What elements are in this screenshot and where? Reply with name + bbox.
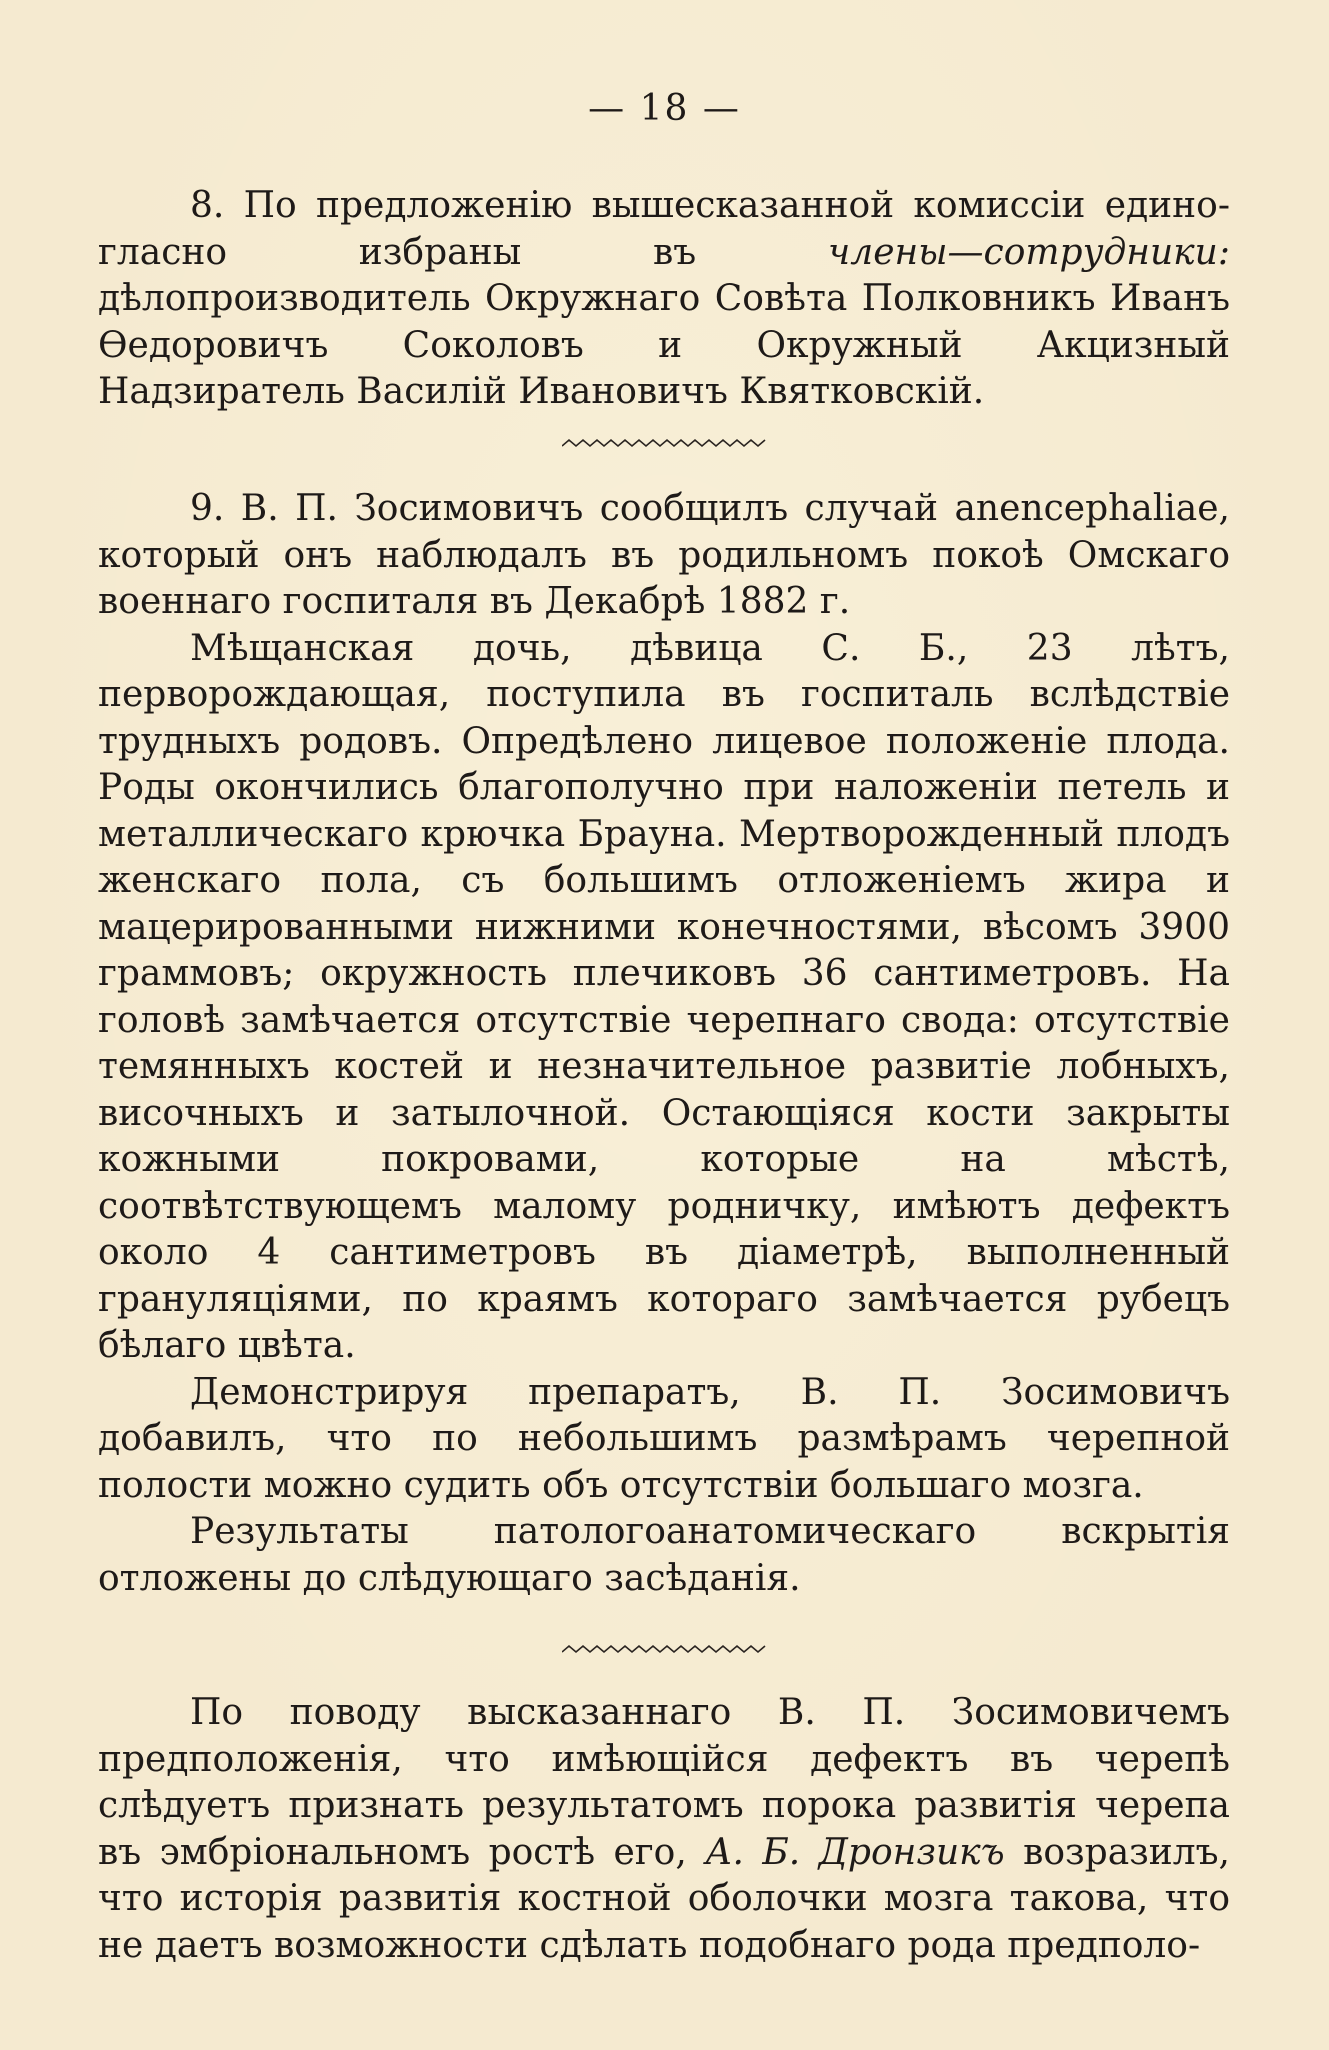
section-8-text-start: По предложенію вышесказанной комиссіи едино-гласно избраны въ xyxy=(98,185,1230,273)
wavy-divider-icon xyxy=(562,436,767,450)
paragraph-9-demonstration: Демонстрируя препаратъ, В. П. Зосимовичъ добавилъ, что по небольшимъ размѣрамъ черепной полости можно судить объ отсутствіи большаго мозга. xyxy=(98,1371,1230,1506)
discussion-text-start: По поводу высказаннаго В. П. Зосимовичемъ предположенія, что имѣющійся дефектъ въ черепѣ слѣдуетъ признать результатомъ порока развитія черепа въ эмбріональномъ ростѣ его, xyxy=(98,1692,1230,1873)
paragraph-discussion xyxy=(98,1690,1230,1969)
ornament-divider-1 xyxy=(562,436,767,450)
section-9 xyxy=(98,486,1230,1602)
section-8 xyxy=(98,183,1230,416)
wavy-divider-icon xyxy=(562,1642,767,1656)
discussion-author-name: А. Б. Дронзикъ xyxy=(705,1831,1005,1873)
section-8-number: 8. xyxy=(190,185,225,226)
paragraph-9-results: Результаты патологоанатомическаго вскрытія отложены до слѣдующаго засѣданія. xyxy=(98,1511,1230,1599)
paragraph-9-case: Мѣщанская дочь, дѣвица С. Б., 23 лѣтъ, перворождающая, поступила въ госпиталь вслѣдствіе трудныхъ родовъ. Опредѣлено лицевое положеніе плода. Роды окончились благополучно при наложеніи петель и металлическаго крючка Брауна. Мертворожденный плодъ женскаго пола, съ большимъ отложеніемъ жира и мацерированными нижними конечностями, вѣсомъ 3900 граммовъ; окружность плечиковъ 36 сантиметровъ. На головѣ замѣчается отсутствіе черепнаго свода: отсутствіе темянныхъ костей и незначительное развитіе лобныхъ, височныхъ и затылочной. Остающіяся кости закрыты кожными покровами, которые на мѣстѣ, соотвѣтствующемъ малому родничку, имѣютъ дефектъ около 4 сантиметровъ въ діаметрѣ, выполненный грануляціями, по краямъ котораго замѣчается рубецъ бѣлаго цвѣта. xyxy=(98,627,1230,1366)
page-number: — 18 — xyxy=(588,88,741,129)
paragraph-8 xyxy=(98,183,1230,416)
paragraph-9-intro: 9. В. П. Зосимовичъ сообщилъ случай anencephaliae, который онъ наблюдалъ въ родильномъ покоѣ Омскаго военнаго госпиталя въ Декабрѣ 1882 г. xyxy=(98,488,1230,622)
section-discussion xyxy=(98,1690,1230,1969)
section-8-italic-term: члены—сотрудники: xyxy=(827,231,1230,273)
section-8-text-end: дѣлопроизводитель Окружнаго Совѣта Полковникъ Иванъ Өедоровичъ Соколовъ и Окружный Акцизный Надзиратель Василій Ивановичъ Квятковскій. xyxy=(98,278,1230,412)
ornament-divider-2 xyxy=(562,1642,767,1656)
discussion-text-end: возразилъ, что исторія развитія костной оболочки мозга такова, что не даетъ возможности сдѣлать подобнаго рода предполо- xyxy=(98,1831,1231,1966)
